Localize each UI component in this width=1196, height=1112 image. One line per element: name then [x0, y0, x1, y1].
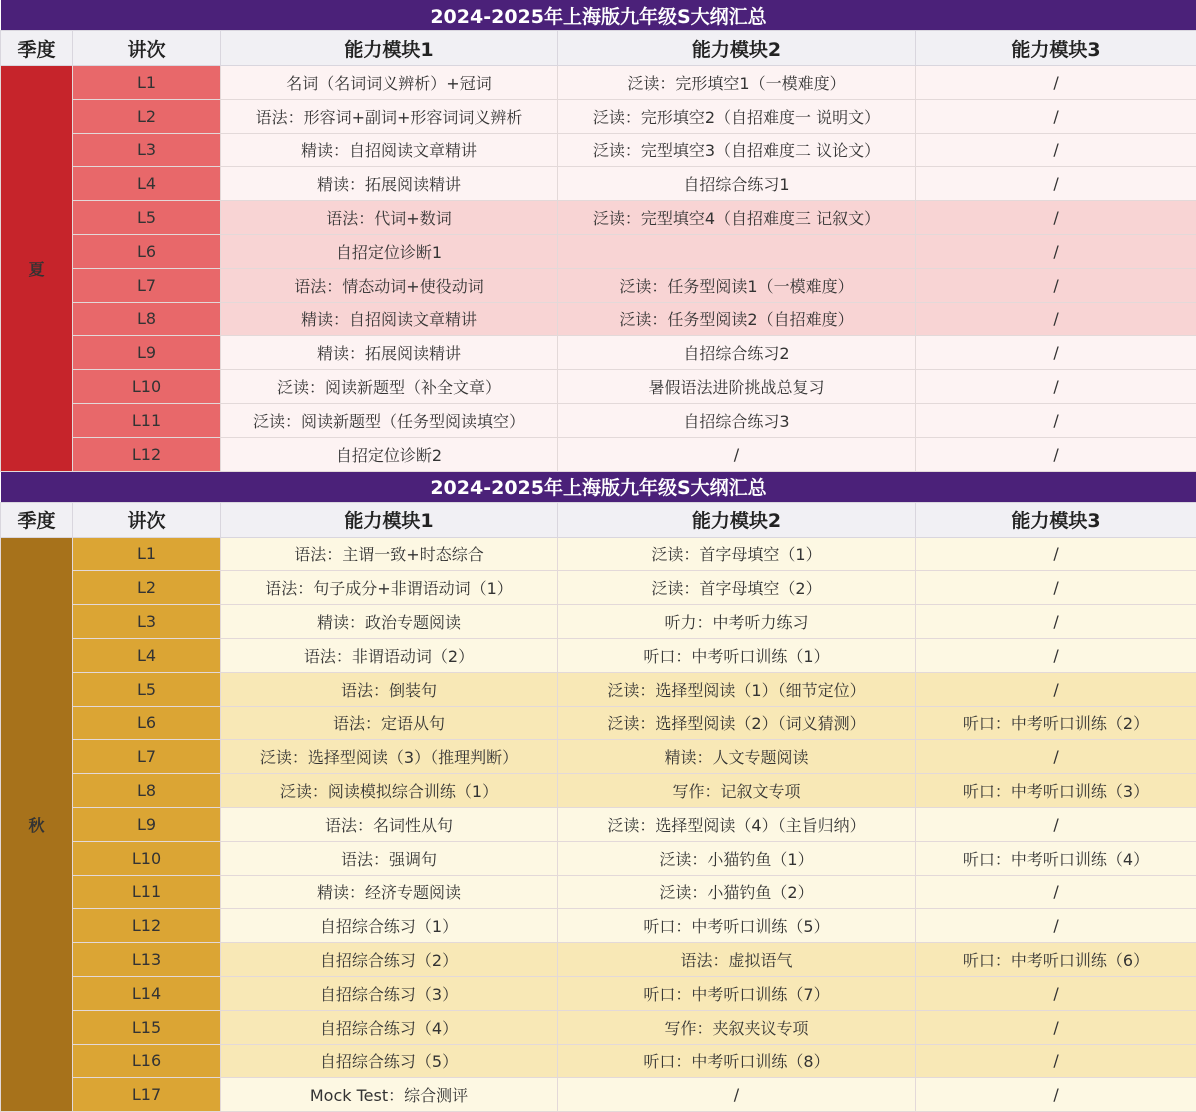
module-1-cell: 自招综合练习（4） [221, 1010, 558, 1044]
module-1-cell: 泛读：阅读新题型（任务型阅读填空） [221, 403, 558, 437]
season-label: 秋 [1, 537, 73, 1112]
module-2-cell: 听力：中考听力练习 [558, 605, 916, 639]
table-row [1, 537, 1196, 571]
lesson-cell: L10 [73, 841, 221, 875]
lesson-cell: L7 [73, 740, 221, 774]
table-row [1, 875, 1196, 909]
module-1-cell: 名词（名词词义辨析）+冠词 [221, 66, 558, 100]
module-3-cell: / [916, 638, 1196, 672]
module-2-cell: 泛读：任务型阅读2（自招难度） [558, 302, 916, 336]
lesson-cell: L16 [73, 1044, 221, 1078]
module-2-cell: 精读：人文专题阅读 [558, 740, 916, 774]
module-3-cell: 听口：中考听口训练（3） [916, 774, 1196, 808]
module-3-cell: 听口：中考听口训练（6） [916, 943, 1196, 977]
module-1-cell: 精读：自招阅读文章精讲 [221, 302, 558, 336]
module-1-cell: 语法：形容词+副词+形容词词义辨析 [221, 99, 558, 133]
module-1-cell: 精读：拓展阅读精讲 [221, 167, 558, 201]
module-1-cell: 语法：名词性从句 [221, 807, 558, 841]
module-1-cell: 泛读：选择型阅读（3）（推理判断） [221, 740, 558, 774]
lesson-cell: L9 [73, 807, 221, 841]
module-1-cell: 语法：强调句 [221, 841, 558, 875]
module-1-cell: 精读：拓展阅读精讲 [221, 336, 558, 370]
module-1-cell: 语法：非谓语动词（2） [221, 638, 558, 672]
module-3-cell: / [916, 740, 1196, 774]
module-3-cell: / [916, 268, 1196, 302]
header-lesson: 讲次 [73, 31, 221, 66]
autumn-title: 2024-2025年上海版九年级S大纲汇总 [1, 471, 1196, 502]
module-2-cell: 听口：中考听口训练（1） [558, 638, 916, 672]
module-3-cell: / [916, 909, 1196, 943]
table-row [1, 336, 1196, 370]
table-row [1, 943, 1196, 977]
module-1-cell: 自招定位诊断2 [221, 437, 558, 471]
module-2-cell: 听口：中考听口训练（7） [558, 976, 916, 1010]
header-module-2: 能力模块2 [558, 31, 916, 66]
module-2-cell: 泛读：首字母填空（1） [558, 537, 916, 571]
lesson-cell: L14 [73, 976, 221, 1010]
module-1-cell: 语法：定语从句 [221, 706, 558, 740]
table-row [1, 605, 1196, 639]
header-module-3: 能力模块3 [916, 502, 1196, 537]
module-3-cell: / [916, 234, 1196, 268]
module-2-cell: 泛读：选择型阅读（2）（词义猜测） [558, 706, 916, 740]
module-3-cell: / [916, 133, 1196, 167]
lesson-cell: L2 [73, 571, 221, 605]
autumn-section [1, 471, 1196, 1112]
table-row [1, 234, 1196, 268]
table-row [1, 706, 1196, 740]
lesson-cell: L5 [73, 201, 221, 235]
module-3-cell: / [916, 201, 1196, 235]
header-module-3: 能力模块3 [916, 31, 1196, 66]
table-row [1, 167, 1196, 201]
lesson-cell: L13 [73, 943, 221, 977]
module-3-cell: / [916, 167, 1196, 201]
module-1-cell: 自招综合练习（3） [221, 976, 558, 1010]
table-row [1, 841, 1196, 875]
module-2-cell: 泛读：完型填空4（自招难度三 记叙文） [558, 201, 916, 235]
module-1-cell: 自招综合练习（5） [221, 1044, 558, 1078]
module-2-cell: 语法：虚拟语气 [558, 943, 916, 977]
module-2-cell: 自招综合练习3 [558, 403, 916, 437]
module-2-cell: 泛读：完形填空1（一模难度） [558, 66, 916, 100]
table-row [1, 66, 1196, 100]
module-2-cell: / [558, 1078, 916, 1112]
header-module-2: 能力模块2 [558, 502, 916, 537]
lesson-cell: L17 [73, 1078, 221, 1112]
table-row [1, 302, 1196, 336]
module-1-cell: 语法：句子成分+非谓语动词（1） [221, 571, 558, 605]
module-1-cell: 泛读：阅读新题型（补全文章） [221, 370, 558, 404]
module-2-cell: 自招综合练习1 [558, 167, 916, 201]
module-3-cell: / [916, 370, 1196, 404]
table-row [1, 909, 1196, 943]
module-2-cell: 听口：中考听口训练（5） [558, 909, 916, 943]
module-3-cell: / [916, 1078, 1196, 1112]
module-3-cell: / [916, 807, 1196, 841]
table-row [1, 1044, 1196, 1078]
header-module-1: 能力模块1 [221, 31, 558, 66]
table-row [1, 571, 1196, 605]
module-2-cell: 泛读：任务型阅读1（一模难度） [558, 268, 916, 302]
table-row [1, 774, 1196, 808]
module-1-cell: 自招综合练习（1） [221, 909, 558, 943]
module-1-cell: 语法：主谓一致+时态综合 [221, 537, 558, 571]
summer-title: 2024-2025年上海版九年级S大纲汇总 [1, 0, 1196, 31]
module-2-cell: 自招综合练习2 [558, 336, 916, 370]
lesson-cell: L12 [73, 909, 221, 943]
module-1-cell: 精读：经济专题阅读 [221, 875, 558, 909]
table-row [1, 99, 1196, 133]
module-3-cell: / [916, 1010, 1196, 1044]
module-2-cell: 写作：记叙文专项 [558, 774, 916, 808]
module-2-cell: 暑假语法进阶挑战总复习 [558, 370, 916, 404]
lesson-cell: L2 [73, 99, 221, 133]
module-2-cell: / [558, 437, 916, 471]
lesson-cell: L8 [73, 302, 221, 336]
table-row [1, 201, 1196, 235]
lesson-cell: L15 [73, 1010, 221, 1044]
module-1-cell: 语法：代词+数词 [221, 201, 558, 235]
module-3-cell: / [916, 302, 1196, 336]
module-3-cell: / [916, 403, 1196, 437]
module-3-cell: / [916, 605, 1196, 639]
table-row [1, 638, 1196, 672]
table-row [1, 268, 1196, 302]
lesson-cell: L6 [73, 234, 221, 268]
header-module-1: 能力模块1 [221, 502, 558, 537]
table-row [1, 1010, 1196, 1044]
season-label: 夏 [1, 66, 73, 472]
module-3-cell: / [916, 1044, 1196, 1078]
lesson-cell: L9 [73, 336, 221, 370]
table-row [1, 976, 1196, 1010]
lesson-cell: L3 [73, 605, 221, 639]
table-row [1, 672, 1196, 706]
module-2-cell: 泛读：完型填空3（自招难度二 议论文） [558, 133, 916, 167]
lesson-cell: L1 [73, 66, 221, 100]
module-1-cell: 精读：政治专题阅读 [221, 605, 558, 639]
module-3-cell: / [916, 537, 1196, 571]
table-row [1, 133, 1196, 167]
module-1-cell: 自招综合练习（2） [221, 943, 558, 977]
header-lesson: 讲次 [73, 502, 221, 537]
lesson-cell: L4 [73, 638, 221, 672]
module-3-cell: / [916, 976, 1196, 1010]
summer-section [1, 0, 1196, 471]
module-2-cell [558, 234, 916, 268]
module-2-cell: 写作：夹叙夹议专项 [558, 1010, 916, 1044]
header-season: 季度 [1, 502, 73, 537]
module-3-cell: / [916, 99, 1196, 133]
lesson-cell: L7 [73, 268, 221, 302]
lesson-cell: L1 [73, 537, 221, 571]
lesson-cell: L10 [73, 370, 221, 404]
module-1-cell: 语法：情态动词+使役动词 [221, 268, 558, 302]
module-2-cell: 听口：中考听口训练（8） [558, 1044, 916, 1078]
table-row [1, 807, 1196, 841]
lesson-cell: L11 [73, 875, 221, 909]
module-3-cell: / [916, 672, 1196, 706]
table-row [1, 1078, 1196, 1112]
module-3-cell: / [916, 66, 1196, 100]
module-2-cell: 泛读：小猫钓鱼（1） [558, 841, 916, 875]
header-season: 季度 [1, 31, 73, 66]
module-3-cell: / [916, 571, 1196, 605]
lesson-cell: L6 [73, 706, 221, 740]
lesson-cell: L8 [73, 774, 221, 808]
module-1-cell: 自招定位诊断1 [221, 234, 558, 268]
table-row [1, 740, 1196, 774]
module-3-cell: / [916, 336, 1196, 370]
table-row [1, 437, 1196, 471]
module-1-cell: 泛读：阅读模拟综合训练（1） [221, 774, 558, 808]
lesson-cell: L3 [73, 133, 221, 167]
lesson-cell: L5 [73, 672, 221, 706]
module-1-cell: 精读：自招阅读文章精讲 [221, 133, 558, 167]
module-1-cell: 语法：倒装句 [221, 672, 558, 706]
table-row [1, 403, 1196, 437]
lesson-cell: L11 [73, 403, 221, 437]
module-3-cell: / [916, 437, 1196, 471]
module-2-cell: 泛读：小猫钓鱼（2） [558, 875, 916, 909]
module-3-cell: 听口：中考听口训练（4） [916, 841, 1196, 875]
module-3-cell: / [916, 875, 1196, 909]
module-2-cell: 泛读：完形填空2（自招难度一 说明文） [558, 99, 916, 133]
lesson-cell: L12 [73, 437, 221, 471]
table-row [1, 370, 1196, 404]
module-3-cell: 听口：中考听口训练（2） [916, 706, 1196, 740]
module-2-cell: 泛读：选择型阅读（1）（细节定位） [558, 672, 916, 706]
lesson-cell: L4 [73, 167, 221, 201]
module-2-cell: 泛读：首字母填空（2） [558, 571, 916, 605]
module-2-cell: 泛读：选择型阅读（4）（主旨归纳） [558, 807, 916, 841]
module-1-cell: Mock Test：综合测评 [221, 1078, 558, 1112]
